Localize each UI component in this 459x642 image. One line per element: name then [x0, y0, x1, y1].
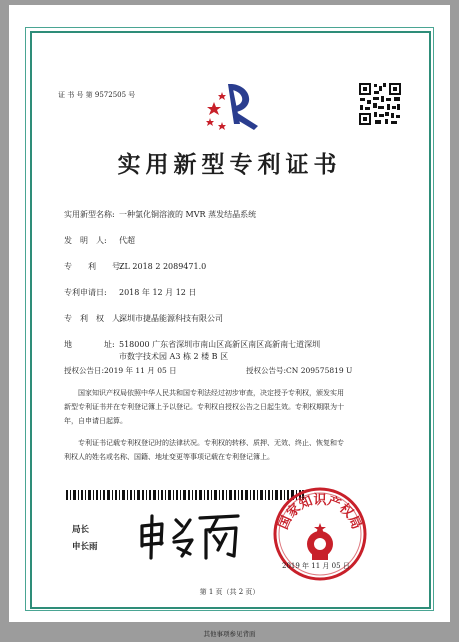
legal-paragraph-2	[64, 436, 399, 464]
field-value-name: 一种氯化铜溶液的 MVR 蒸发结晶系统	[119, 210, 257, 219]
field-label-filing-date: 专利申请日:	[64, 288, 107, 297]
qr-code-icon	[358, 82, 402, 126]
field-value-inventor: 代超	[119, 236, 135, 245]
field-label-inventor: 发 明 人:	[64, 236, 107, 245]
legal-paragraph-1	[64, 386, 399, 428]
field-value-address-line2: 市数字技术园 A3 栋 2 楼 B 区	[119, 352, 229, 361]
field-value-patentee: 深圳市捷晶能源科技有限公司	[119, 314, 223, 323]
publication-date: 授权公告日:2019 年 11 月 05 日	[64, 366, 177, 375]
field-label-address: 地 址:	[64, 340, 115, 349]
chief-title: 局长	[72, 525, 90, 535]
paragraph-1-line: 新型专利证书并在专利登记簿上予以登记。专利权自授权公告之日起生效。专利权期限为十	[64, 403, 344, 411]
field-value-address: 518000 广东省深圳市南山区高新区南区高新南七道深圳	[119, 340, 321, 349]
paragraph-2-line: 专利证书记载专利权登记时的法律状况。专利权的转移、质押、无效、终止、恢复和专	[78, 439, 344, 447]
seal-date: 2019 年 11 月 05 日	[282, 562, 350, 570]
certificate-title: 实用新型专利证书	[117, 151, 342, 178]
chief-name: 申长雨	[72, 542, 98, 552]
field-label-name: 实用新型名称:	[64, 210, 115, 219]
certificate-number: 证 书 号 第 9572505 号	[58, 91, 136, 99]
field-value-patent-no: ZL 2018 2 2089471.0	[119, 262, 207, 271]
field-label-patent-no: 专 利 号:	[64, 262, 123, 271]
signature-icon	[134, 512, 244, 564]
publication-number: 授权公告号:CN 209575819 U	[246, 366, 353, 375]
field-label-patentee: 专 利 权 人:	[64, 314, 123, 323]
field-value-filing-date: 2018 年 12 月 12 日	[119, 288, 197, 297]
page-number: 第 1 页（共 2 页）	[199, 588, 260, 596]
paragraph-1-line: 年，自申请日起算。	[64, 417, 127, 425]
patent-office-logo-icon	[200, 78, 262, 138]
paragraph-1-line: 国家知识产权局依照中华人民共和国专利法经过初步审查，决定授予专利权，颁发实用	[78, 389, 344, 397]
paragraph-2-line: 利权人的姓名或名称、国籍、地址变更等事项记载在专利登记簿上。	[64, 453, 274, 461]
barcode-icon	[66, 490, 304, 500]
seal-text: 国家知识产权局	[276, 492, 364, 532]
footer-note: 其他事项参见背面	[203, 630, 256, 638]
